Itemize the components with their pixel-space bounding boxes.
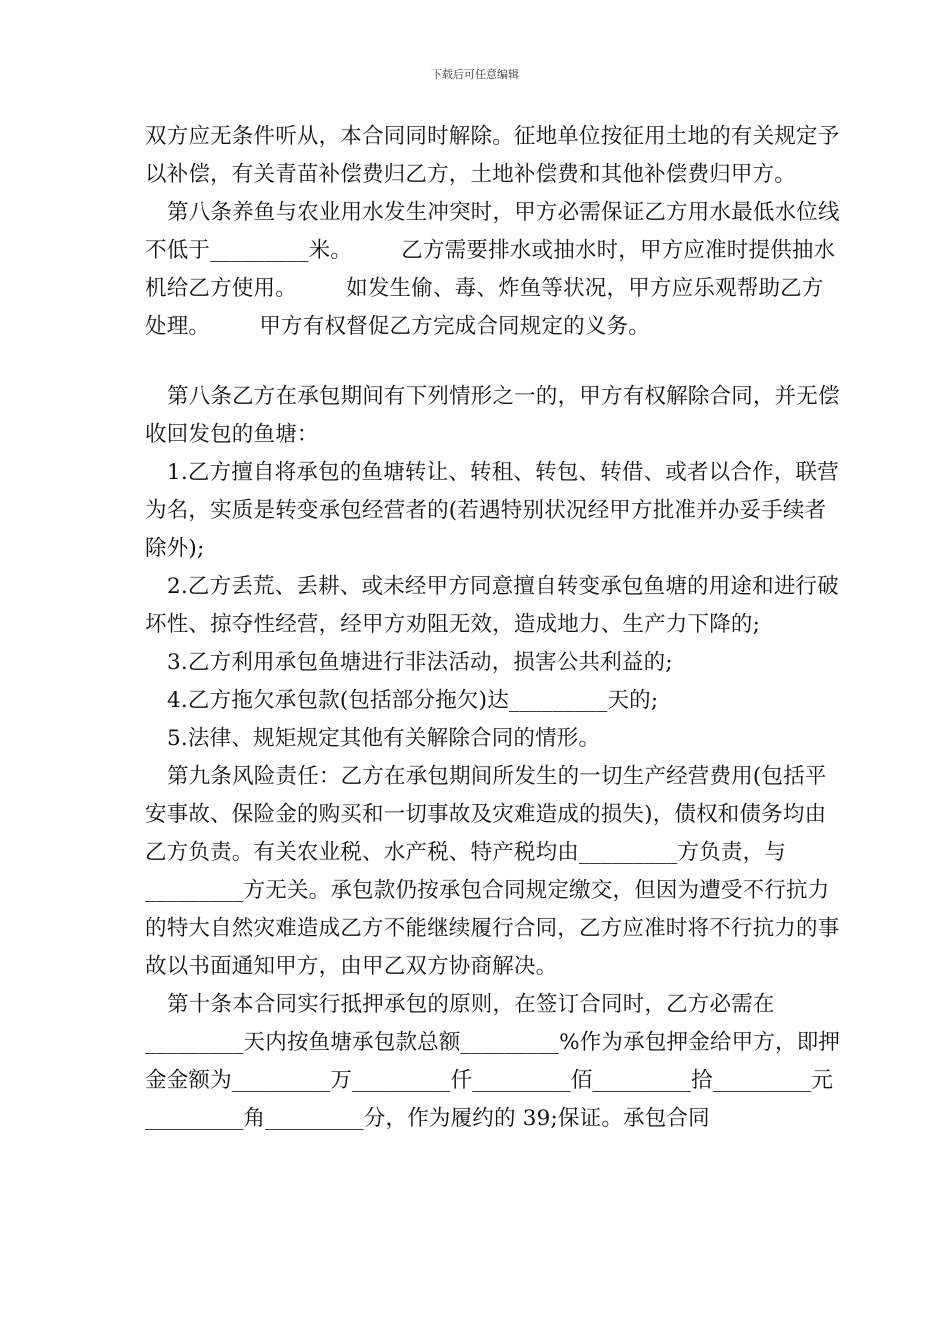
document-body <box>145 118 845 1138</box>
paragraph-article-8-water: 第八条养鱼与农业用水发生冲突时，甲方必需保证乙方用水最低水位线不低于_________米。 乙方需要排水或抽水时，甲方应准时提供抽水机给乙方使用。 如发生偷、毒、炸鱼等状况，甲方应乐观帮助乙方处理。 甲方有权督促乙方完成合同规定的义务。 <box>145 200 840 339</box>
page-header: 下载后可任意编辑 <box>431 68 519 81</box>
paragraph-article-9-risk: 第九条风险责任：乙方在承包期间所发生的一切生产经营费用(包括平安事故、保险金的购买和一切事故及灾难造成的损失)，债权和债务均由乙方负责。有关农业税、水产税、特产税均由_________方负责，与_________方无关。承包款仍按承包合同规定缴交，但因为遭受不行抗力的特大自然灾难造成乙方不能继续履行合同，乙方应准时将不行抗力的事故以书面通知甲方，由甲乙双方协商解决。 <box>145 764 840 979</box>
list-item-3: 3.乙方利用承包鱼塘进行非法活动，损害公共利益的; <box>167 650 673 675</box>
list-item-1: 1.乙方擅自将承包的鱼塘转让、转租、转包、转借、或者以合作，联营为名，实质是转变承包经营者的(若遇特别状况经甲方批准并办妥手续者除外); <box>145 460 839 561</box>
list-item-4: 4.乙方拖欠承包款(包括部分拖欠)达_________天的; <box>167 688 659 713</box>
paragraph-article-10-deposit: 第十条本合同实行抵押承包的原则，在签订合同时，乙方必需在_________天内按鱼塘承包款总额_________%作为承包押金给甲方，即押金金额为_________万_________仟_________佰_________拾_________元_________角_________分，作为履约的 39;保证。承包合同 <box>145 992 841 1131</box>
list-item-2: 2.乙方丢荒、丢耕、或未经甲方同意擅自转变承包鱼塘的用途和进行破坏性、掠夺性经营，经甲方劝阻无效，造成地力、生产力下降的; <box>145 574 839 637</box>
paragraph-article-8-termination: 第八条乙方在承包期间有下列情形之一的，甲方有权解除合同，并无偿收回发包的鱼塘： <box>145 384 840 447</box>
list-item-5: 5.法律、规矩规定其他有关解除合同的情形。 <box>167 726 601 751</box>
paragraph-land-compensation: 双方应无条件听从，本合同同时解除。征地单位按征用土地的有关规定予以补偿，有关青苗补偿费归乙方，土地补偿费和其他补偿费归甲方。 <box>145 124 840 187</box>
paragraph-spacer <box>145 346 845 378</box>
